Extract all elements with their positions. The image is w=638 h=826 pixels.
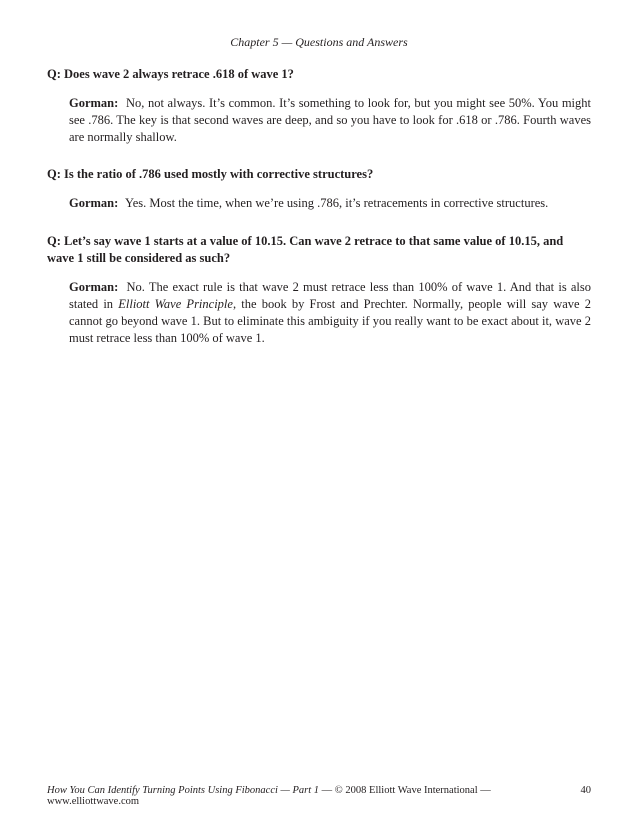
- answer-2: [69, 195, 591, 212]
- answer-3: [69, 279, 591, 346]
- qa-content: [47, 66, 591, 367]
- chapter-title: Chapter 5 — Questions and Answers: [230, 35, 408, 49]
- answer-text: Yes. Most the time, when we’re using .786, it’s retracements in corrective structures.: [124, 196, 549, 211]
- running-header: [0, 35, 638, 50]
- book-title: Elliott Wave Principle: [118, 296, 233, 311]
- footer-text: [47, 785, 581, 807]
- question-1: Q: Does wave 2 always retrace .618 of wave 1?: [47, 67, 294, 81]
- question-2: Q: Is the ratio of .786 used mostly with corrective structures?: [47, 167, 374, 182]
- page-number: 40: [580, 785, 591, 796]
- footer-title: How You Can Identify Turning Points Using Fibonacci — Part 1: [47, 785, 320, 796]
- speaker-name: Gorman:: [69, 96, 119, 110]
- answer-text-continued: , the book by Frost and Prechter. Normally, people will say wave 2 cannot go beyond wave 1. But to eliminate this ambiguity if you really want to be exact about it, wave 2 must retrace less than 100% of wave 1.: [69, 296, 591, 345]
- answer-text: No. The exact rule is that wave 2 must retrace less than 100% of wave 1. And that is also stated in: [69, 280, 591, 311]
- question-3: Q: Let’s say wave 1 starts at a value of 10.15. Can wave 2 retrace to that same value of 10.15, and wave 1 still be considered as such?: [47, 234, 564, 266]
- answer-text: No, not always. It’s common. It’s something to look for, but you might see 50%. You might see .786. The key is that second waves are deep, and so you have to look for .618 or .786. Fourth waves are normally shallow.: [69, 96, 592, 144]
- page-footer: [47, 785, 591, 807]
- footer-copyright: — © 2008 Elliott Wave International — www.elliottwave.com: [47, 785, 491, 807]
- speaker-name: Gorman:: [69, 280, 119, 295]
- answer-1: [69, 95, 591, 145]
- speaker-name: Gorman:: [69, 196, 119, 211]
